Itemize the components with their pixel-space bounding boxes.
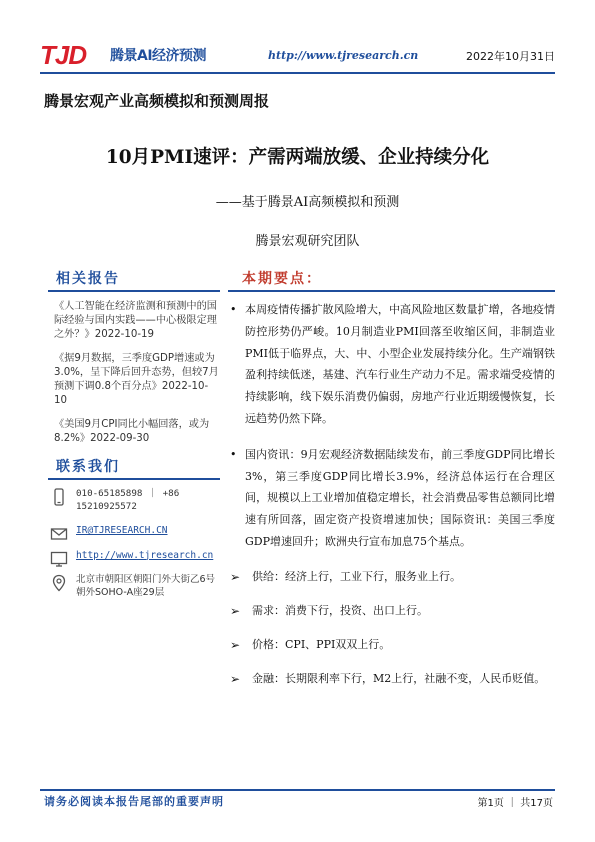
related-report-item[interactable]: 《人工智能在经济监测和预测中的国际经验与国内实践——中心极限定理之外？》2022-10-19 [54, 301, 217, 340]
sub-point-text: 金融：长期限利率下行，M2上行，社融不变，人民币贬值。 [252, 671, 546, 685]
mail-icon [50, 525, 68, 543]
web-icon [50, 550, 68, 568]
disclaimer-note: 请务必阅读本报告尾部的重要声明 [44, 795, 224, 808]
key-point-item [228, 299, 555, 430]
header-divider [40, 72, 555, 74]
company-logo-mark: TJD [40, 40, 87, 70]
contact-divider [48, 478, 220, 480]
report-series-title: 腾景宏观产业高频模拟和预测周报 [44, 92, 270, 110]
sub-point-item [228, 601, 555, 621]
footer-divider [40, 789, 555, 791]
contact-heading: 联系我们 [56, 459, 120, 475]
contact-phone [48, 488, 220, 513]
sub-point-text: 供给：经济上行，工业下行，服务业上行。 [252, 569, 461, 583]
contact-address-text: 北京市朝阳区朝阳门外大街乙6号朝外SOHO-A座29层 [76, 574, 216, 598]
page-title: 10月PMI速评：产需两端放缓、企业持续分化 [105, 147, 490, 168]
related-report-item[interactable]: 《美国9月CPI同比小幅回落，或为8.2%》2022-09-30 [54, 419, 210, 444]
key-point-text: 国内资讯：9月宏观经济数据陆续发布，前三季度GDP同比增长3%，第三季度GDP同比增长3.9%，经济总体运行在合理区间，规模以上工业增加值稳定增长，社会消费品零售总额同比增速有所回落，固定资产投资增速加快；国际资讯：美国三季度GDP增速回升；欧洲央行宣布加息75个基点。 [245, 447, 555, 548]
arrow-bullet-icon: ➢ [230, 603, 241, 618]
company-logo-name: 腾景AI经济预测 [110, 48, 207, 64]
key-point-item [228, 444, 555, 553]
contact-website [48, 550, 220, 563]
contact-phone-text: 010-65185898 ｜ +86 15210925572 [76, 488, 180, 512]
key-points-section [228, 268, 555, 689]
location-icon [50, 574, 68, 592]
contact-email [48, 525, 220, 538]
related-reports-divider [48, 290, 220, 292]
sub-point-text: 需求：消费下行，投资、出口上行。 [252, 603, 428, 617]
bullet-icon: • [230, 447, 237, 461]
arrow-bullet-icon: ➢ [230, 569, 241, 584]
related-reports-heading: 相关报告 [56, 271, 120, 287]
report-date: 2022年10月31日 [466, 50, 555, 63]
sub-point-item [228, 567, 555, 587]
page-subtitle: ——基于腾景AI高频模拟和预测 [215, 195, 400, 210]
sub-point-item [228, 635, 555, 655]
author-team: 腾景宏观研究团队 [255, 234, 360, 249]
page-header [40, 40, 555, 70]
sidebar [48, 268, 220, 611]
sub-point-text: 价格：CPI、PPI双双上行。 [252, 637, 391, 651]
arrow-bullet-icon: ➢ [230, 671, 241, 686]
arrow-bullet-icon: ➢ [230, 637, 241, 652]
phone-icon [50, 488, 68, 506]
key-point-text: 本周疫情传播扩散风险增大，中高风险地区数量扩增，各地疫情防控形势仍严峻。10月制造业PMI回落至收缩区间，非制造业PMI低于临界点，大、中、小型企业发展持续分化。生产端钢铁盈利持续低迷，基建、汽车行业生产动力不足。需求端受疫情的持续影响，线下娱乐消费仍偏弱，房地产行业近期缓慢恢复，长远趋势仍然下降。 [245, 303, 555, 425]
page-number: 第1页 ｜ 共17页 [477, 798, 553, 809]
header-website-link[interactable]: http://www.tjresearch.cn [268, 49, 419, 62]
key-points-divider [228, 290, 555, 292]
contact-website-link[interactable]: http://www.tjresearch.cn [76, 549, 214, 561]
contact-email-link[interactable]: IR@TJRESEARCH.CN [76, 525, 168, 536]
bullet-icon: • [230, 303, 237, 316]
contact-address [48, 574, 220, 599]
key-points-heading: 本期要点： [242, 271, 322, 287]
sub-point-item [228, 669, 555, 689]
related-report-item[interactable]: 《据9月数据，三季度GDP增速或为3.0%，呈下降后回升态势，但较7月预测下调0.8个百分点》2022-10-10 [54, 353, 219, 406]
